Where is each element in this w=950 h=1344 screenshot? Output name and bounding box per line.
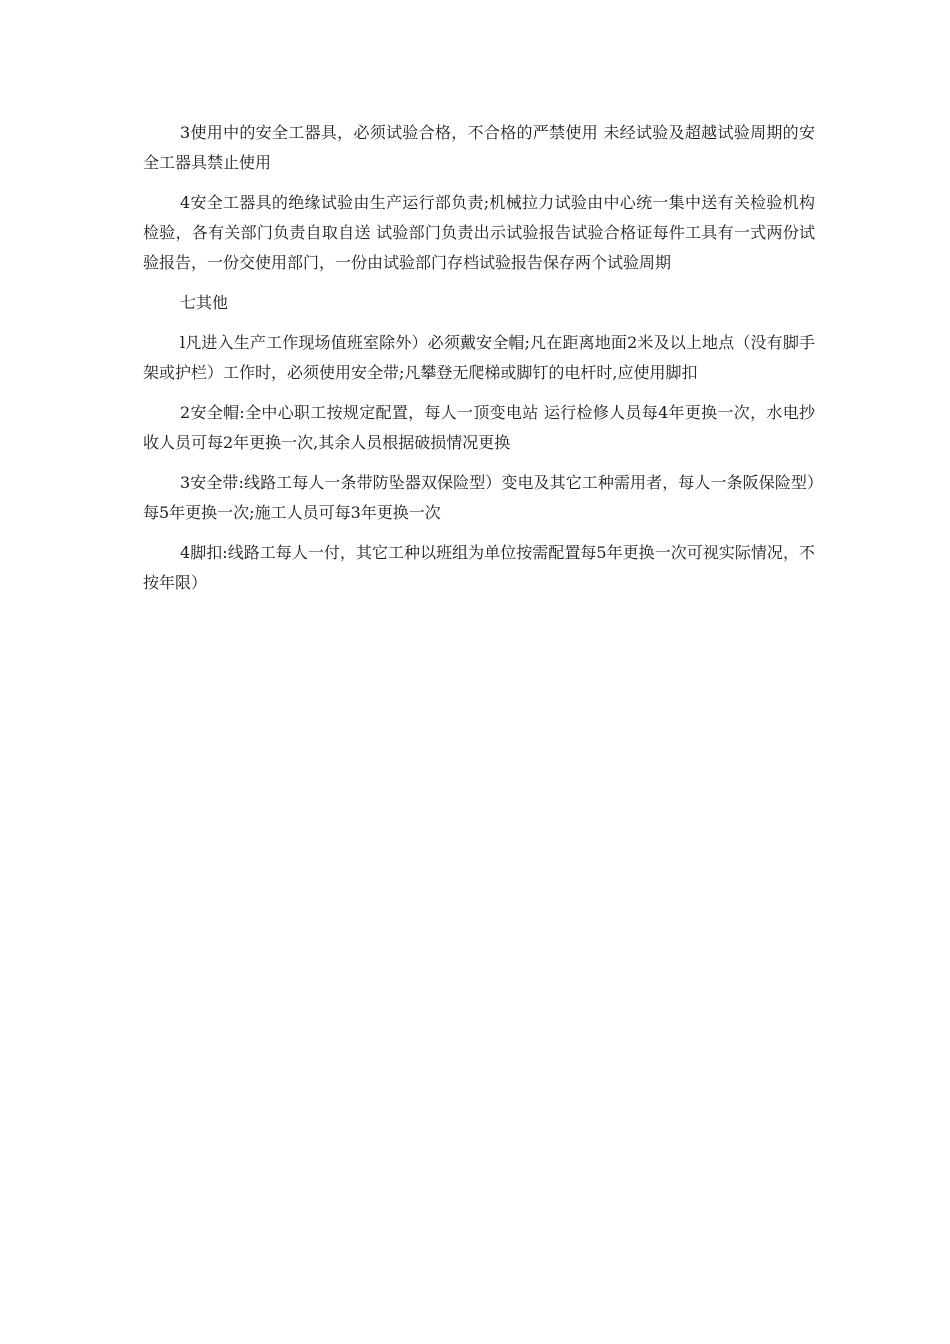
paragraph-safety-helmet: 2安全帽:全中心职工按规定配置，每人一顶变电站 运行检修人员每4年更换一次，水电抄收人员可每2年更换一次,其余人员根据破损情况更换 bbox=[143, 403, 815, 452]
paragraph-helmet-belt-rules: l凡进入生产工作现场值班室除外）必须戴安全帽;凡在距离地面2米及以上地点（没有脚手架或护栏）工作时，必须使用安全带;凡攀登无爬梯或脚钉的电杆时,应使用脚扣 bbox=[143, 333, 815, 382]
paragraph-climbing-spurs: 4脚扣:线路工每人一付，其它工种以班组为单位按需配置每5年更换一次可视实际情况，不按年限） bbox=[143, 543, 815, 592]
paragraph-insulation-testing: 4安全工器具的绝缘试验由生产运行部负责;机械拉力试验由中心统一集中送有关检验机构检验，各有关部门负责自取自送 试验部门负责出示试验报告试验合格证每件工具有一式两份试验报告，一份交使用部门，一份由试验部门存档试验报告保存两个试验周期 bbox=[143, 193, 815, 272]
document-body bbox=[143, 118, 815, 608]
paragraph-safety-belt: 3安全带:线路工每人一条带防坠器双保险型）变电及其它工种需用者，每人一条阪保险型）每5年更换一次;施工人员可每3年更换一次 bbox=[143, 473, 815, 522]
section-heading-other: 七其他 bbox=[180, 293, 229, 312]
paragraph-tool-testing-requirement: 3使用中的安全工器具，必须试验合格，不合格的严禁使用 未经试验及超越试验周期的安全工器具禁止使用 bbox=[143, 123, 815, 172]
